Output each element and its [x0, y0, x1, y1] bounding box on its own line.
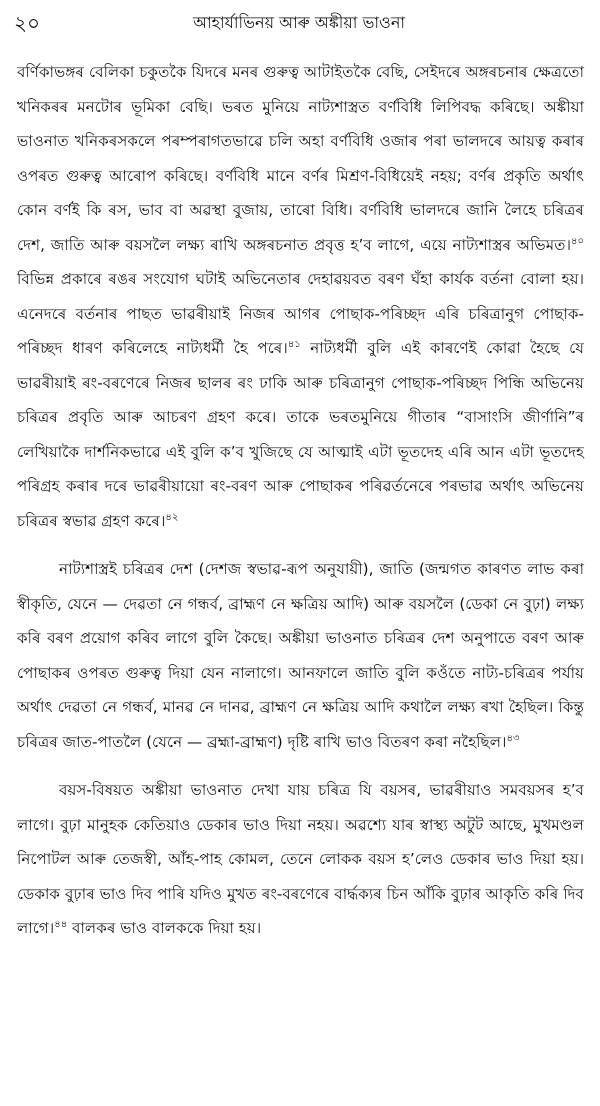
paragraph: [17, 55, 584, 538]
text-segment: নাট্যধৰ্মী বুলি এই কাৰণেই কোৱা হৈছে যে ভাৱৰীয়াই ৰং-বৰণেৰে নিজৰ ছালৰ ৰং ঢাকি আৰু চৰিত্ৰানুগ পোছাক-পৰিচ্ছদ পিন্ধি অভিনেয় চৰিত্ৰৰ প্ৰবৃতি আৰু আচৰণ গ্ৰহণ কৰে। তাকে ভৰতমুনিয়ে গীতাৰ “বাসাংসি জীৰ্ণানি”ৰ লেখিয়াকৈ দাৰ্শনিকভাৱে এই বুলি ক’ব খুজিছে যে আত্মাই এটা ভূতদেহ এৰি আন এটা ভূতদেহ পৰিগ্ৰহ কৰাৰ দৰে ভাৱৰীয়ায়ো ৰং-বৰণ আৰু পোছাকৰ পৰিৱৰ্তনেৰে পৰভাৱ অৰ্থাৎ অভিনেয় চৰিত্ৰৰ স্বভাৱ গ্ৰহণ কৰে।: [17, 339, 584, 530]
text-segment: বয়স-বিষয়ত অঙ্কীয়া ভাওনাত দেখা যায় চৰিত্ৰ যি বয়সৰ, ভাৱৰীয়াও সমবয়সৰ হ’ব লাগে। বুঢ়া মানুহক কেতিয়াও ডেকাৰ ভাও দিয়া নহয়। অৱশ্যে যাৰ স্বাস্থ্য অটুট আছে, মুখমণ্ডল নিপোটল আৰু তেজস্বী, আঁহ-পাহ কোমল, তেনে লোকক বয়স হ’লেও ডেকাৰ ভাও দিয়া হয়। ডেকাক বুঢ়াৰ ভাও দিব পাৰি যদিও মুখত ৰং-বৰণেৰে বাৰ্দ্ধক্যৰ চিন আঁকি বুঢ়াৰ আকৃতি কৰি দিব লাগে।: [17, 781, 584, 937]
running-title: আহাৰ্যাভিনয় আৰু অঙ্কীয়া ভাওনা: [192, 13, 406, 32]
body-text: [17, 55, 584, 946]
footnote-marker: ৪০: [571, 235, 584, 247]
footnote-marker: ৪৪: [54, 918, 68, 930]
footnote-marker: ৪২: [165, 511, 179, 523]
footnote-marker: ৪১: [287, 338, 301, 350]
paragraph: [17, 773, 584, 946]
text-segment: বিভিন্ন প্ৰকাৰে ৰঙৰ সংযোগ ঘটাই অভিনেতাৰ দেহাৱয়বত বৰণ ঘঁহা কাৰ্যক বৰ্তনা বোলা হয়। এনেদৰে বৰ্তনাৰ পাছত ভাৱৰীয়াই নিজৰ আগৰ পোছাক-পৰিচ্ছদ এৰি চৰিত্ৰানুগ পোছাক-পৰিচ্ছদ ধাৰণ কৰিলেহে নাট্যধৰ্মী হৈ পৰে।: [17, 270, 584, 357]
text-segment: নাট্যশাস্ত্ৰই চৰিত্ৰৰ দেশ (দেশজ স্বভাৱ-ৰূপ অনুযায়ী), জাতি (জন্মগত কাৰণত লাভ কৰা স্বীকৃতি, যেনে — দেৱতা নে গন্ধৰ্ব, ব্ৰাহ্মণ নে ক্ষত্ৰিয় আদি) আৰু বয়সলৈ (ডেকা নে বুঢ়া) লক্ষ্য কৰি বৰণ প্ৰয়োগ কৰিব লাগে বুলি কৈছে। অঙ্কীয়া ভাওনাত চৰিত্ৰৰ দেশ অনুপাতে বৰণ আৰু পোছাকৰ ওপৰত গুৰুত্ব দিয়া যেন নালাগে। আনফালে জাতি বুলি কওঁতে নাট্য-চৰিত্ৰৰ পৰ্যায় অৰ্থাৎ দেৱতা নে গন্ধৰ্ব, মানৱ নে দানৱ, ব্ৰাহ্মণ নে ক্ষত্ৰিয় আদি কথালৈ লক্ষ্য ৰখা হৈছিল। কিন্তু চৰিত্ৰৰ জাত-পাতলৈ (যেনে — ব্ৰহ্মা-ব্ৰাহ্মণ) দৃষ্টি ৰাখি ভাও বিতৰণ কৰা নহৈছিল।: [17, 560, 584, 751]
paragraph: [17, 552, 584, 759]
text-segment: বৰ্ণিকাভঙ্গৰ বেলিকা চকুতকৈ যিদৰে মনৰ গুৰুত্ব আটাইতকৈ বেছি, সেইদৰে অঙ্গৰচনাৰ ক্ষেত্ৰতো খনিকৰৰ মনটোৰ ভূমিকা বেছি। ভৰত মুনিয়ে নাট্যশাস্ত্ৰত বৰ্ণবিধি লিপিবদ্ধ কৰিছে। অঙ্কীয়া ভাওনাত খনিকৰসকলে পৰম্পৰাগতভাৱে চলি অহা বৰ্ণবিধি ওজাৰ পৰা ভালদৰে আয়ত্ব কৰাৰ ওপৰত গুৰুত্ব আৰোপ কৰিছে। বৰ্ণবিধি মানে বৰ্ণৰ মিশ্ৰণ-বিধিয়েই নহয়; বৰ্ণৰ প্ৰকৃতি অৰ্থাৎ কোন বৰ্ণই কি ৰস, ভাব বা অৱস্থা বুজায়, তাৰো বিধি। বৰ্ণবিধি ভালদৰে জানি লৈহে চৰিত্ৰৰ দেশ, জাতি আৰু বয়সলৈ লক্ষ্য ৰাখি অঙ্গৰচনাত প্ৰবৃত্ত হ’ব লাগে, এয়ে নাট্যশাস্ত্ৰৰ অভিমত।: [17, 63, 584, 254]
footnote-marker: ৪৩: [506, 732, 520, 744]
text-segment: বালকৰ ভাও বালককে দিয়া হয়।: [67, 919, 262, 937]
page-header: [14, 10, 584, 38]
page-number: ২০: [14, 11, 41, 35]
